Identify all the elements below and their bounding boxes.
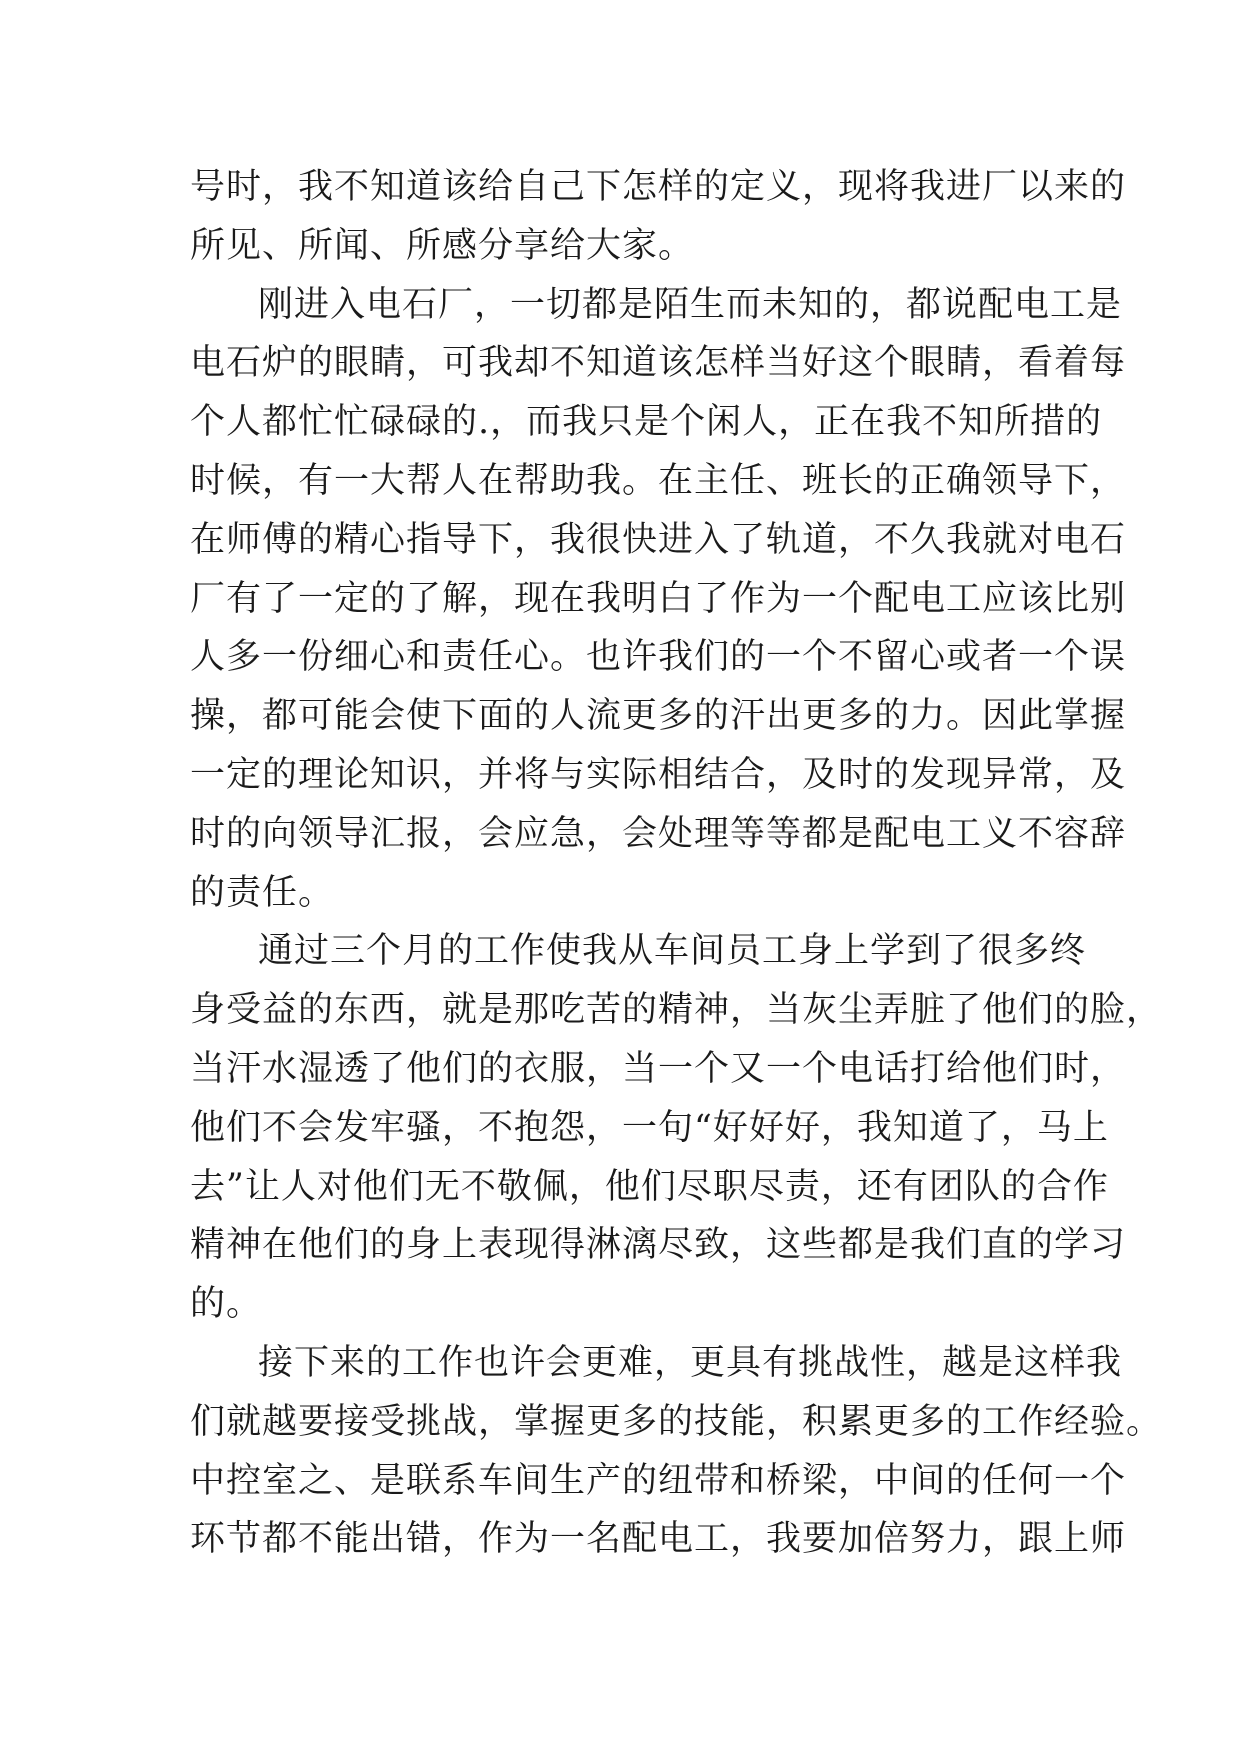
text-line: 时候，有一大帮人在帮助我。在主任、班长的正确领导下， bbox=[190, 460, 1127, 501]
text-line: 们就越要接受挑战，掌握更多的技能，积累更多的工作经验。 bbox=[190, 1401, 1163, 1442]
text-line: 接下来的工作也许会更难，更具有挑战性，越是这样我 bbox=[258, 1342, 1123, 1383]
text-line: 的责任。 bbox=[190, 872, 335, 913]
text-line: 中控室之、是联系车间生产的纽带和桥梁，中间的任何一个 bbox=[190, 1460, 1127, 1501]
text-line: 一定的理论知识，并将与实际相结合，及时的发现异常，及 bbox=[190, 754, 1127, 795]
text-line: 的。 bbox=[190, 1284, 263, 1325]
text-line: 个人都忙忙碌碌的.，而我只是个闲人，正在我不知所措的 bbox=[190, 402, 1103, 443]
text-line: 操，都可能会使下面的人流更多的汗出更多的力。因此掌握 bbox=[190, 696, 1127, 737]
text-line: 时的向领导汇报，会应急，会处理等等都是配电工义不容辞 bbox=[190, 813, 1127, 854]
text-line: 当汗水湿透了他们的衣服，当一个又一个电话打给他们时， bbox=[190, 1048, 1127, 1089]
text-line: 身受益的东西，就是那吃苦的精神，当灰尘弄脏了他们的脸， bbox=[190, 990, 1163, 1031]
text-line: 他们不会发牢骚，不抱怨，一句“好好好，我知道了，马上 bbox=[190, 1107, 1109, 1148]
text-line: 通过三个月的工作使我从车间员工身上学到了很多终 bbox=[258, 931, 1087, 972]
text-line: 环节都不能出错，作为一名配电工，我要加倍努力，跟上师 bbox=[190, 1519, 1127, 1560]
text-line: 在师傅的精心指导下，我很快进入了轨道，不久我就对电石 bbox=[190, 519, 1127, 560]
text-line: 精神在他们的身上表现得淋漓尽致，这些都是我们直的学习 bbox=[190, 1225, 1127, 1266]
text-line: 所见、所闻、所感分享给大家。 bbox=[190, 225, 695, 266]
text-line: 刚进入电石厂，一切都是陌生而未知的，都说配电工是 bbox=[258, 284, 1123, 325]
text-line: 厂有了一定的了解，现在我明白了作为一个配电工应该比别 bbox=[190, 578, 1127, 619]
text-line: 去”让人对他们无不敬佩，他们尽职尽责，还有团队的合作 bbox=[190, 1166, 1109, 1207]
text-line: 电石炉的眼睛，可我却不知道该怎样当好这个眼睛，看着每 bbox=[190, 343, 1127, 384]
text-line: 号时，我不知道该给自己下怎样的定义，现将我进厂以来的 bbox=[190, 167, 1127, 207]
document-body bbox=[190, 158, 1163, 1569]
text-line: 人多一份细心和责任心。也许我们的一个不留心或者一个误 bbox=[190, 637, 1127, 678]
